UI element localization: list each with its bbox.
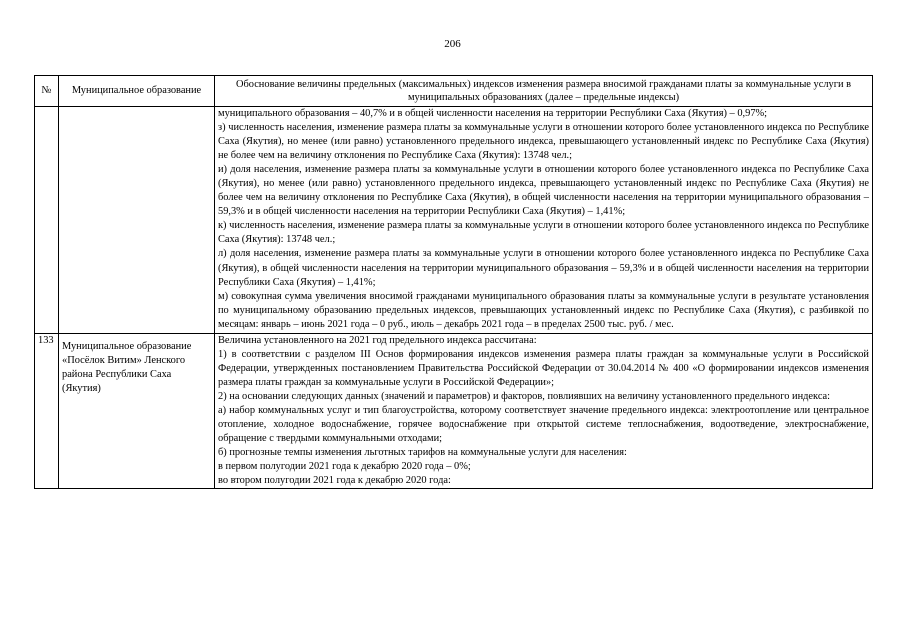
paragraph: и) доля населения, изменение размера платы за коммунальные услуги в отношении которого более установленного индекса по Республике Саха (Якутия), но менее (или равно) установленного предельного индекса, превышающего установленный индекс по Республике Саха (Якутия) не более чем на величину отклонения по Республике Саха (Якутия), в общей численности населения на территории муниципального образования – 59,3% и в общей численности населения на территории Республики Саха (Якутия) – 1,41%;	[218, 164, 869, 218]
row-municipality	[59, 333, 215, 489]
paragraph: муниципального образования – 40,7% и в общей численности населения на территории Республики Саха (Якутия) – 0,97%;	[218, 108, 768, 119]
paragraph: м) совокупная сумма увеличения вносимой гражданами муниципального образования платы за коммунальные услуги в результате установления по муниципальному образованию предельных индексов, превышающих установленный индекс по Республике Саха (Якутия), с разбивкой по месяцам: январь – июнь 2021 года – 0 руб., июль – декабрь 2021 года – в пределах 2500 тыс. руб. / мес.	[218, 290, 869, 330]
table-header-row	[35, 76, 873, 107]
paragraph: Величина установленного на 2021 год предельного индекса рассчитана:	[218, 334, 537, 346]
paragraph: а) набор коммунальных услуг и тип благоустройства, которому соответствует значение предельного индекса: электроотопление или центральное отопление, холодное водоснабжение, горячее водоснабжение при открытой системе теплоснабжения, водоотведение, электроснабжение, обращение с твердыми коммунальными отходами;	[218, 404, 869, 445]
row-justification	[215, 107, 873, 334]
paragraph: б) прогнозные темпы изменения льготных тарифов на коммунальные услуги для населения:	[218, 447, 627, 459]
header-justification: Обоснование величины предельных (максимальных) индексов изменения размера вносимой гражданами платы за коммунальные услуги в муниципальных образованиях (далее – предельные индексы)	[215, 76, 873, 107]
paragraph: 2) на основании следующих данных (значений и параметров) и факторов, повлиявших на величину установленного предельного индекса:	[218, 390, 831, 402]
table-row	[35, 333, 873, 489]
header-number: №	[35, 76, 59, 107]
row-number	[35, 107, 59, 334]
tariff-index-table	[34, 75, 873, 489]
paragraph: в первом полугодии 2021 года к декабрю 2020 года – 0%;	[218, 461, 471, 473]
table-row	[35, 107, 873, 334]
paragraph: во втором полугодии 2021 года к декабрю 2020 года:	[218, 475, 451, 487]
paragraph: з) численность населения, изменение размера платы за коммунальные услуги в отношении которого более установленного индекса по Республике Саха (Якутия), но менее (или равно) установленного предельного индекса, превышающего установленный индекс по Республике Саха (Якутия) не более чем на величину отклонения по Республике Саха (Якутия): 13748 чел.;	[218, 122, 869, 162]
row-number: 133	[35, 333, 59, 489]
paragraph: к) численность населения, изменение размера платы за коммунальные услуги в отношении которого более установленного индекса по Республике Саха (Якутия): 13748 чел.;	[218, 220, 869, 246]
row-justification	[215, 333, 873, 489]
paragraph: л) доля населения, изменение размера платы за коммунальные услуги в отношении которого более установленного индекса по Республике Саха (Якутия), в общей численности населения на территории муниципального образования – 59,3% и в общей численности населения на территории Республики Саха (Якутия) – 1,41%;	[218, 248, 869, 288]
paragraph: 1) в соответствии с разделом III Основ формирования индексов изменения размера платы граждан за коммунальные услуги в Российской Федерации, утвержденных постановлением Правительства Российской Федерации от 30.04.2014 № 400 «О формировании индексов изменения размера платы граждан за коммунальные услуги в Российской Федерации»;	[218, 348, 869, 388]
page-number: 206	[444, 38, 461, 50]
row-municipality	[59, 107, 215, 334]
municipality-name: Муниципальное образование «Посёлок Витим» Ленского района Республики Саха (Якутия)	[62, 340, 192, 394]
header-municipality: Муниципальное образование	[59, 76, 215, 107]
